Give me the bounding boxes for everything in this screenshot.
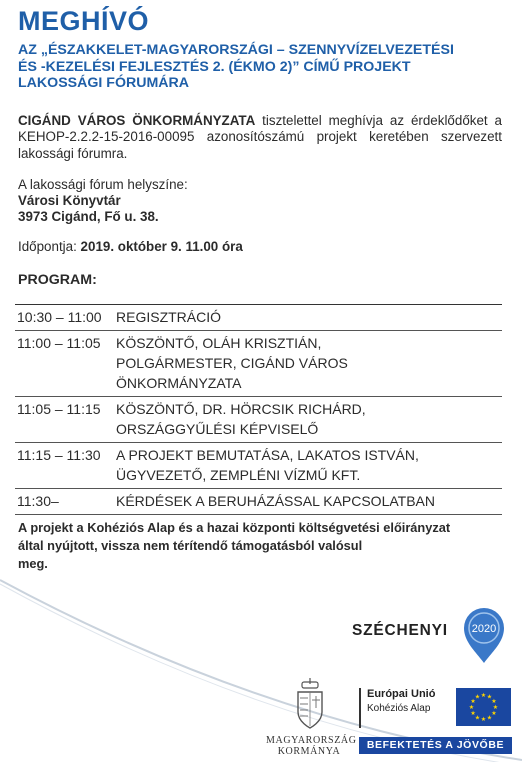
schedule-desc-line: ORSZÁGGYŰLÉSI KÉPVISELŐ [116, 421, 319, 437]
schedule-time: 10:30 – 11:00 [15, 305, 116, 331]
svg-text:★: ★ [491, 710, 497, 717]
invitation-body: tisztelettel meghívja az érdeklődőket a KEHOP-2.2.2-15-2016-00095 azonosítószámú projekt keretében szervezett lakossági fórumra. [18, 113, 502, 161]
coat-of-arms-icon [292, 678, 328, 734]
schedule-time: 11:00 – 11:05 [15, 331, 116, 397]
svg-text:★: ★ [480, 692, 487, 699]
schedule-desc-line: REGISZTRÁCIÓ [116, 309, 222, 325]
schedule-desc-line: KÖSZÖNTŐ, OLÁH KRISZTIÁN, [116, 335, 322, 351]
organizer-name: CIGÁND VÁROS ÖNKORMÁNYZATA [18, 113, 256, 128]
page-title: MEGHÍVÓ [18, 6, 150, 36]
date-line [18, 239, 243, 254]
program-schedule [15, 304, 502, 515]
schedule-desc-line: POLGÁRMESTER, CIGÁND VÁROS [116, 355, 348, 371]
schedule-desc-line: ÜGYVEZETŐ, ZEMPLÉNI VÍZMŰ KFT. [116, 467, 361, 483]
government-line: MAGYARORSZÁG [266, 735, 357, 746]
event-subtitle [18, 42, 508, 92]
date-value: 2019. október 9. 11.00 óra [80, 239, 243, 254]
subtitle-line: LAKOSSÁGI FÓRUMÁRA [18, 75, 190, 91]
svg-text:★: ★ [470, 710, 476, 717]
invitation-text [18, 113, 502, 162]
invest-banner: BEFEKTETÉS A JÖVŐBE [359, 737, 512, 754]
schedule-desc [116, 443, 502, 489]
date-label: Időpontja: [18, 239, 81, 254]
government-label [266, 735, 357, 757]
venue-address: 3973 Cigánd, Fő u. 38. [18, 209, 159, 224]
svg-text:★: ★ [491, 698, 497, 705]
svg-text:★: ★ [486, 693, 493, 701]
funding-note-line: A projekt a Kohéziós Alap és a hazai központi költségvetési előirányzat [18, 520, 451, 535]
funding-note-line: meg. [18, 556, 48, 571]
schedule-desc-line: KÖSZÖNTŐ, DR. HÖRCSIK RICHÁRD, [116, 401, 366, 417]
svg-text:★: ★ [470, 698, 476, 705]
schedule-desc-line: ÖNKORMÁNYZATA [116, 375, 242, 391]
subtitle-line: ÉS -KEZELÉSI FEJLESZTÉS 2. (ÉKMO 2)” CÍMŰ PROJEKT [18, 58, 411, 75]
szechenyi-text: SZÉCHENYI [352, 622, 448, 639]
schedule-desc-line: A PROJEKT BEMUTATÁSA, LAKATOS ISTVÁN, [116, 447, 419, 463]
funding-note-line: által nyújtott, vissza nem térítendő támogatásból valósul [18, 538, 363, 553]
schedule-time: 11:05 – 11:15 [15, 397, 116, 443]
eu-label [359, 688, 459, 728]
svg-text:★: ★ [468, 704, 475, 711]
schedule-desc-line: KÉRDÉSEK A BERUHÁZÁSSAL KAPCSOLATBAN [116, 493, 435, 509]
eu-name: Európai Unió [367, 688, 436, 700]
program-heading: PROGRAM: [18, 272, 97, 288]
venue-block [18, 177, 188, 225]
schedule-row [15, 331, 502, 397]
schedule-desc [116, 331, 502, 397]
schedule-row [15, 443, 502, 489]
szechenyi-year: 2020 [471, 623, 497, 635]
svg-text:★: ★ [480, 716, 487, 723]
schedule-time: 11:30– [15, 489, 116, 515]
eu-flag-icon [456, 688, 511, 726]
schedule-row [15, 397, 502, 443]
schedule-desc [116, 397, 502, 443]
schedule-desc [116, 489, 502, 515]
szechenyi-logo-icon [462, 606, 506, 664]
schedule-row [15, 489, 502, 515]
decorative-arc [0, 560, 522, 762]
schedule-time: 11:15 – 11:30 [15, 443, 116, 489]
schedule-row [15, 305, 502, 331]
subtitle-line: AZ „ÉSZAKKELET-MAGYARORSZÁGI – SZENNYVÍZELVEZETÉSI [18, 42, 454, 58]
svg-text:★: ★ [492, 704, 499, 711]
government-line: KORMÁNYA [277, 746, 341, 757]
svg-text:★: ★ [474, 693, 481, 701]
svg-text:★: ★ [474, 714, 481, 722]
schedule-desc [116, 305, 502, 331]
eu-fund: Kohéziós Alap [367, 703, 431, 714]
venue-label: A lakossági fórum helyszíne: [18, 177, 188, 192]
venue-name: Városi Könyvtár [18, 193, 121, 208]
svg-text:★: ★ [486, 714, 493, 722]
